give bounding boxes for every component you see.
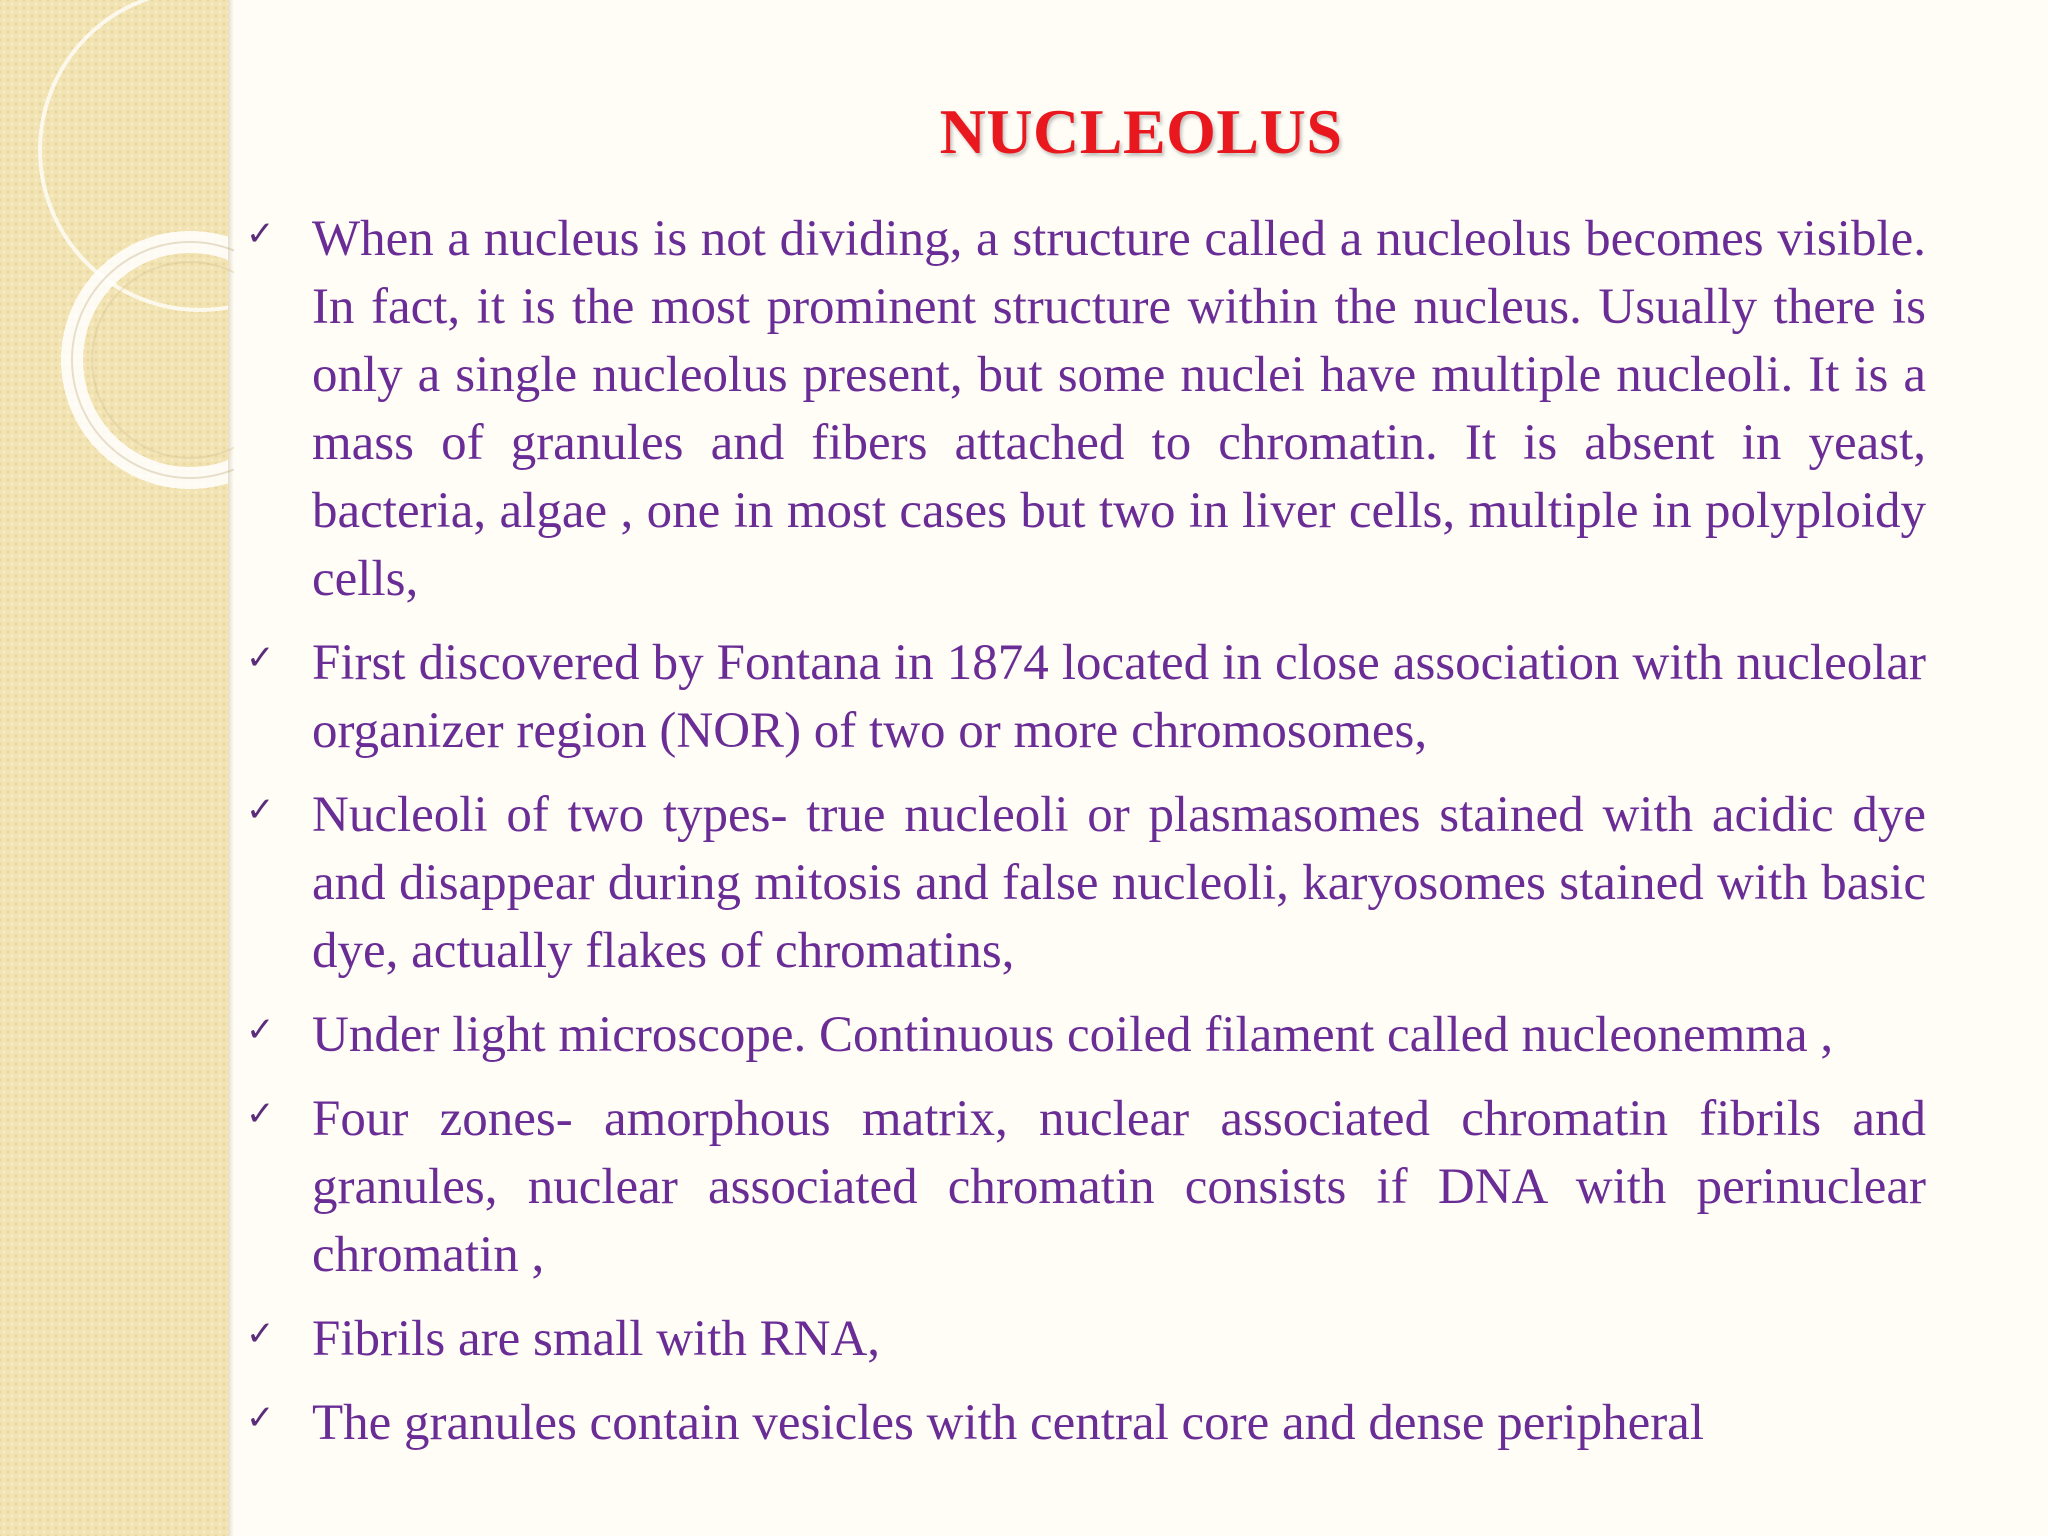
checkmark-icon: ✓ <box>246 1398 275 1438</box>
checkmark-icon: ✓ <box>246 638 275 678</box>
checkmark-icon: ✓ <box>246 1094 275 1134</box>
checkmark-icon: ✓ <box>246 1314 275 1354</box>
bullet-item <box>246 1389 1926 1457</box>
side-panel-edge <box>228 0 234 1536</box>
bullet-text: Under light microscope. Continuous coiled filament called nucleonemma , <box>312 1007 1834 1063</box>
checkmark-icon: ✓ <box>246 1010 275 1050</box>
bullet-item <box>246 781 1926 985</box>
bullet-list <box>246 205 1926 1473</box>
bullet-item <box>246 629 1926 765</box>
bullet-item <box>246 205 1926 613</box>
bullet-item <box>246 1001 1926 1069</box>
bullet-text: Four zones- amorphous matrix, nuclear associated chromatin fibrils and granules, nuclear associated chromatin consists if DNA with perinuclear chromatin , <box>312 1091 1926 1283</box>
decorative-rings <box>0 0 234 520</box>
bullet-text: Nucleoli of two types- true nucleoli or plasmasomes stained with acidic dye and disappear during mitosis and false nucleoli, karyosomes stained with basic dye, actually flakes of chromatins, <box>312 787 1926 979</box>
slide-title: NUCLEOLUS <box>939 96 1343 167</box>
bullet-item <box>246 1305 1926 1373</box>
bullet-text: First discovered by Fontana in 1874 located in close association with nucleolar organizer region (NOR) of two or more chromosomes, <box>312 635 1926 759</box>
bullet-item <box>246 1085 1926 1289</box>
checkmark-icon: ✓ <box>246 214 275 254</box>
checkmark-icon: ✓ <box>246 790 275 830</box>
bullet-text: Fibrils are small with RNA, <box>312 1311 881 1367</box>
bullet-text: The granules contain vesicles with central core and dense peripheral <box>312 1395 1704 1451</box>
bullet-text: When a nucleus is not dividing, a structure called a nucleolus becomes visible. In fact, it is the most prominent structure within the nucleus. Usually there is only a single nucleolus present, but some nuclei have multiple nucleoli. It is a mass of granules and fibers attached to chromatin. It is absent in yeast, bacteria, algae , one in most cases but two in liver cells, multiple in polyploidy cells, <box>312 211 1926 607</box>
